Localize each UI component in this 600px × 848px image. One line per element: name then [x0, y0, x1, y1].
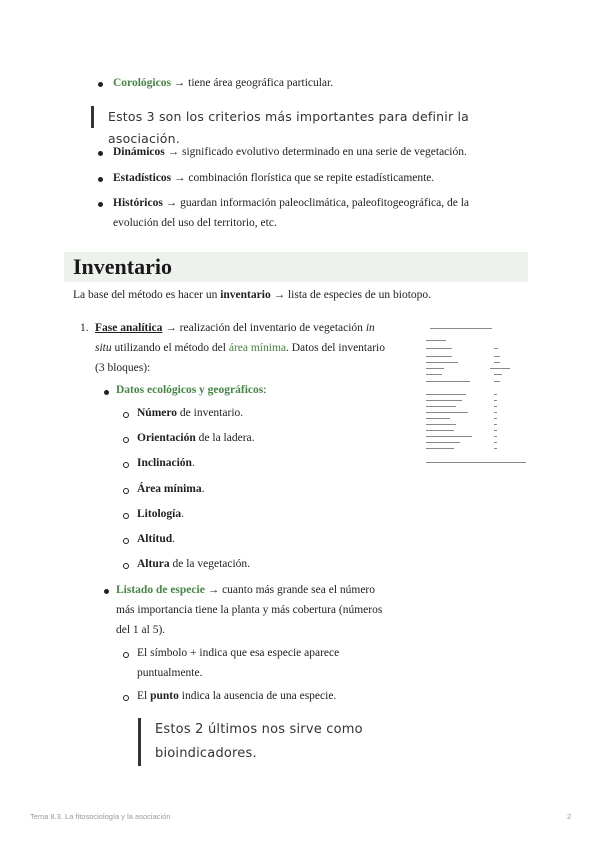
ring-3 [123, 462, 129, 468]
list-item-historicos [113, 193, 533, 233]
sub1-line1: El símbolo + indica que esa especie aparece [137, 647, 340, 659]
dato-2-bold: Orientación [137, 432, 196, 444]
dato-item-7 [137, 554, 250, 574]
quote-2-line1: Estos 2 últimos nos sirve como [155, 722, 363, 737]
step1-italic-in: in [365, 322, 375, 334]
dato-item-4 [137, 479, 205, 499]
quote-2-line2: bioindicadores. [155, 746, 257, 761]
desc-historicos: → guardan información paleoclimática, paleofitogeográfica, de la [165, 197, 470, 209]
dato-item-3 [137, 453, 195, 473]
section-heading-inventario [64, 252, 528, 282]
desc-estadisticos: → combinación florística que se repite estadísticamente. [174, 172, 435, 184]
step-number-1 [80, 318, 89, 338]
bullet-corologicos [98, 82, 103, 87]
list-item-dinamicos [113, 142, 467, 162]
list-item-listado [116, 580, 416, 640]
link-area-minima[interactable]: área mínima [228, 342, 286, 354]
term-fase-analitica: Fase analítica [95, 322, 163, 334]
callout-quote-2 [138, 718, 398, 766]
term-listado: Listado de especie [116, 584, 205, 596]
footer-page [567, 812, 571, 821]
step1-italic-situ: situ [95, 342, 112, 354]
step-number-text: 1. [80, 322, 89, 334]
quote-1-text: Estos 3 son los criterios más importantes para definir la asociación. [108, 109, 470, 146]
intro-pre: La base del método es hacer un [73, 289, 221, 301]
dato-1-rest: de inventario. [177, 407, 244, 419]
dato-3-rest: . [191, 457, 195, 469]
ring-4 [123, 488, 129, 494]
dato-4-bold: Área mínima [137, 483, 202, 495]
intro-paragraph [73, 285, 431, 305]
list-item-corologicos [113, 73, 333, 93]
term-historicos: Históricos [113, 197, 163, 209]
datos-colon: : [263, 384, 267, 396]
bullet-estadisticos [98, 177, 103, 182]
dato-item-1 [137, 403, 243, 423]
footer-title: Tema 8.3. La fitosociología y la asociación [30, 812, 171, 821]
dato-4-rest: . [201, 483, 205, 495]
desc-dinamicos: → significado evolutivo determinado en una serie de vegetación. [167, 146, 467, 158]
term-datos: Datos ecológicos y geográficos [116, 384, 264, 396]
dato-5-bold: Litología [137, 508, 182, 520]
step-1-text [95, 318, 405, 378]
dato-7-bold: Altura [137, 558, 170, 570]
dato-5-rest: . [181, 508, 184, 520]
ring-5 [123, 513, 129, 519]
desc-historicos-cont: evolución del uso del territorio, etc. [113, 217, 277, 229]
dato-item-5 [137, 504, 184, 524]
term-estadisticos: Estadísticos [113, 172, 172, 184]
term-dinamicos: Dinámicos [113, 146, 165, 158]
listado-line3: del 1 al 5). [116, 624, 166, 636]
bullet-datos [104, 390, 109, 395]
dato-3-bold: Inclinación [137, 457, 192, 469]
step1-mid: utilizando el método del [111, 342, 229, 354]
intro-post: → lista de especies de un biotopo. [270, 289, 432, 301]
bullet-dinamicos [98, 151, 103, 156]
heading-text: Inventario [73, 254, 172, 279]
dato-6-rest: . [172, 533, 176, 545]
ring-1 [123, 412, 129, 418]
list-item-datos [116, 380, 266, 400]
listado-sub-2 [137, 686, 336, 706]
dato-item-6 [137, 529, 175, 549]
ring-6 [123, 538, 129, 544]
desc-corologicos: → tiene área geográfica particular. [173, 77, 334, 89]
listado-line1: → cuanto más grande sea el número [204, 584, 376, 596]
ring-sub2 [123, 695, 129, 701]
bullet-listado [104, 589, 109, 594]
listado-line2: más importancia tiene la planta y más cobertura (números [116, 604, 383, 616]
intro-bold: inventario [220, 289, 271, 301]
ring-2 [123, 437, 129, 443]
dato-6-bold: Altitud [137, 533, 173, 545]
dato-2-rest: de la ladera. [195, 432, 255, 444]
page-number: 2 [567, 812, 572, 821]
sub2-pre: El [137, 690, 151, 702]
list-item-estadisticos [113, 168, 434, 188]
step1-line3: (3 bloques): [95, 362, 151, 374]
bullet-historicos [98, 202, 103, 207]
ring-7 [123, 563, 129, 569]
listado-sub-1 [137, 643, 339, 683]
inventory-table-image [424, 326, 532, 472]
term-corologicos: Corológicos [113, 77, 171, 89]
ring-sub1 [123, 652, 129, 658]
dato-7-rest: de la vegetación. [169, 558, 251, 570]
dato-item-2 [137, 428, 255, 448]
step1-rest: → realización del inventario de vegetación [162, 322, 366, 334]
dato-1-bold: Número [137, 407, 178, 419]
footer-left [30, 812, 171, 821]
sub2-bold: punto [150, 690, 179, 702]
sub2-post: indica la ausencia de una especie. [178, 690, 337, 702]
sub1-line2: puntualmente. [137, 667, 203, 679]
callout-quote-1 [91, 106, 541, 146]
step1-post: . Datos del inventario [286, 342, 386, 354]
